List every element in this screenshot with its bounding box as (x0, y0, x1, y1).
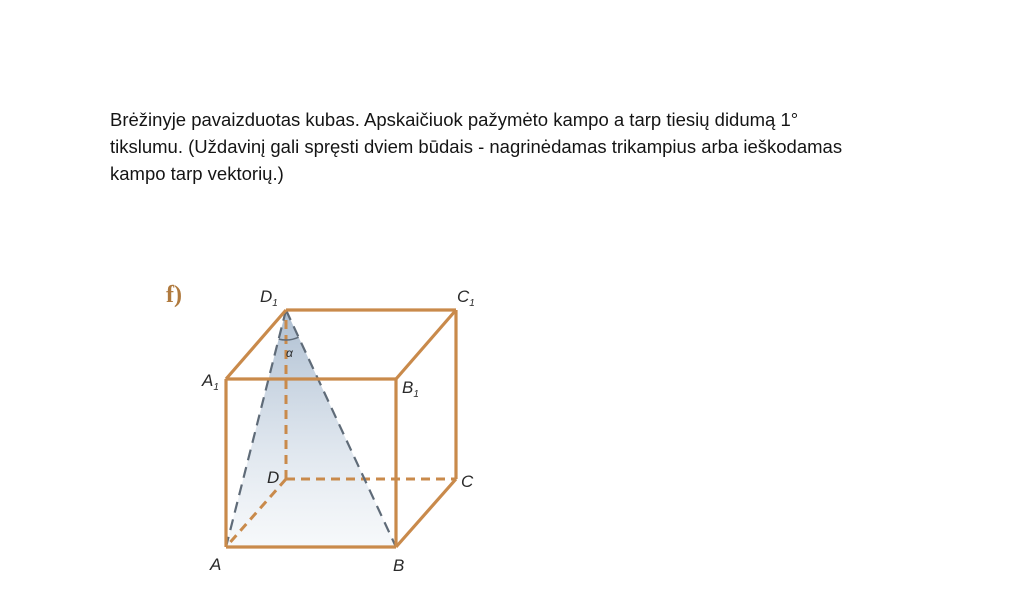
vertex-label-C: C (461, 472, 474, 491)
task-line-1: Brėžinyje pavaizduotas kubas. Apskaičiuok pažymėto kampo a tarp tiesių didumą 1° (110, 109, 799, 130)
vertex-label-A1: $A_1$ (202, 371, 219, 393)
angle-alpha-label: α (286, 346, 293, 360)
edge-B-C (396, 479, 456, 547)
edge-B1-C1 (396, 310, 456, 379)
task-statement (110, 106, 910, 187)
vertex-label-D1: $D_1$ (260, 287, 278, 309)
vertex-label-B: B (393, 556, 405, 575)
part-label: f) (166, 282, 182, 308)
vertex-label-C1: $C_1$ (457, 287, 475, 309)
task-line-3: kampo tarp vektorių.) (110, 163, 284, 184)
vertex-label-A: A (210, 555, 222, 574)
vertex-label-B1: $B_1$ (402, 378, 419, 400)
shaded-triangle (226, 310, 396, 547)
vertex-label-D: D (267, 468, 280, 487)
task-line-2: tikslumu. (Uždavinį gali spręsti dviem būdais - nagrinėdamas trikampius arba ieškodamas (110, 136, 843, 157)
cube-figure (150, 275, 490, 595)
